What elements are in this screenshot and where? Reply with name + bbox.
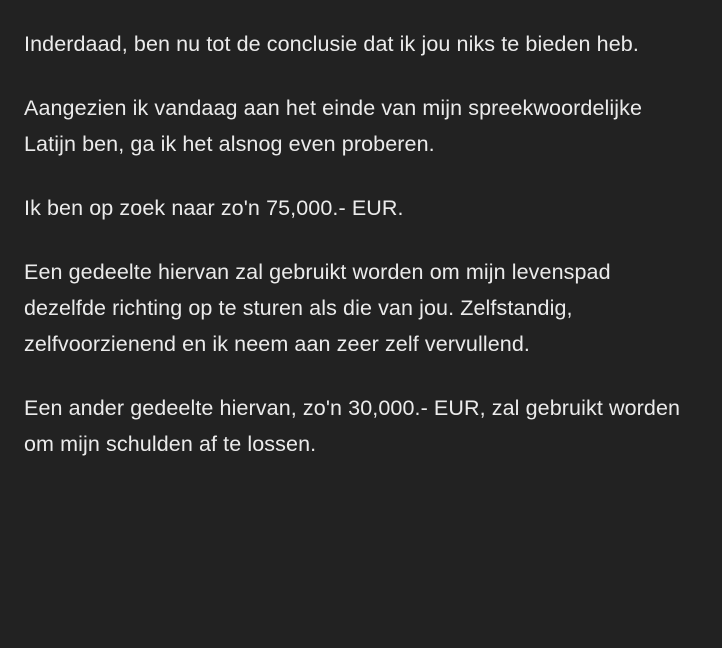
paragraph: Een ander gedeelte hiervan, zo'n 30,000.- EUR, zal gebruikt worden om mijn schulden af te lossen. xyxy=(24,396,687,456)
paragraph: Inderdaad, ben nu tot de conclusie dat ik jou niks te bieden heb. xyxy=(24,32,639,56)
paragraph: Ik ben op zoek naar zo'n 75,000.- EUR. xyxy=(24,196,404,220)
paragraph: Aangezien ik vandaag aan het einde van mijn spreekwoordelijke Latijn ben, ga ik het alsnog even proberen. xyxy=(24,96,649,156)
paragraph: Een gedeelte hiervan zal gebruikt worden om mijn levenspad dezelfde richting op te sturen als die van jou. Zelfstandig, zelfvoorzienend en ik neem aan zeer zelf vervullend. xyxy=(24,260,617,356)
